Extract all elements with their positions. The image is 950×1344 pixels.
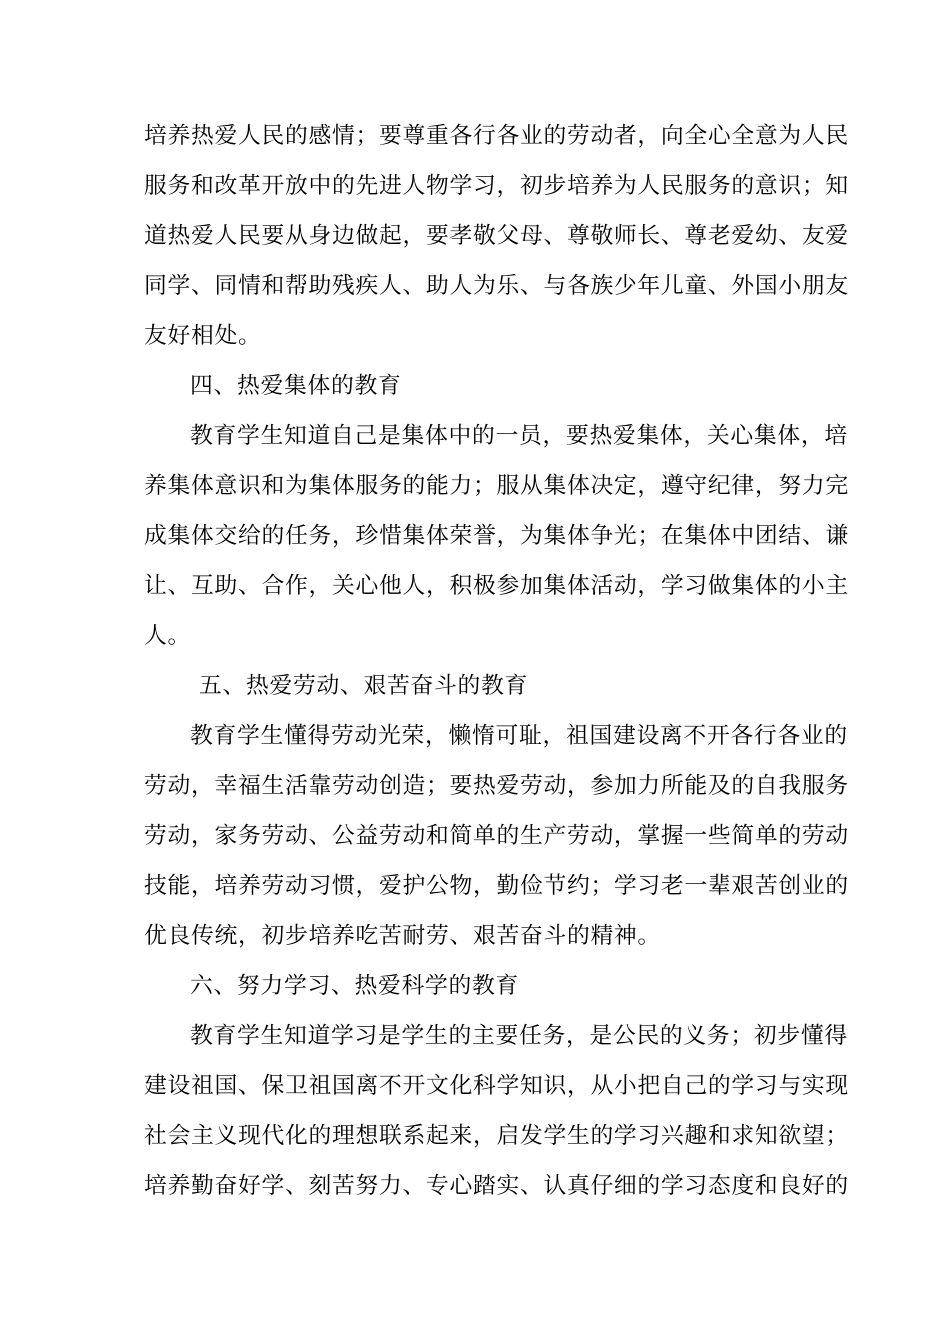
text-line: 教育学生知道自己是集体中的一员，要热爱集体，关心集体，培 (190, 423, 848, 449)
text-line: 技能，培养劳动习惯，爱护公物，勤俭节约；学习老一辈艰苦创业的 (144, 873, 849, 899)
text-line: 社会主义现代化的理想联系起来，启发学生的学习兴趣和求知欲望； (144, 1123, 849, 1149)
text-line: 劳动，家务劳动、公益劳动和简单的生产劳动，掌握一些简单的劳动 (144, 823, 849, 849)
text-line: 教育学生懂得劳动光荣，懒惰可耻，祖国建设离不开各行各业的 (190, 723, 848, 749)
text-line: 道热爱人民要从身边做起，要孝敬父母、尊敬师长、尊老爱幼、友爱 (144, 223, 849, 249)
section-heading: 六、努力学习、热爱科学的教育 (190, 973, 519, 999)
text-line: 教育学生知道学习是学生的主要任务，是公民的义务；初步懂得 (190, 1023, 848, 1049)
text-line: 人。 (144, 623, 191, 649)
text-line: 优良传统，初步培养吃苦耐劳、艰苦奋斗的精神。 (144, 923, 661, 949)
text-line: 成集体交给的任务，珍惜集体荣誉，为集体争光；在集体中团结、谦 (144, 523, 849, 549)
text-line: 建设祖国、保卫祖国离不开文化科学知识，从小把自己的学习与实现 (144, 1073, 849, 1099)
text-line: 让、互助、合作，关心他人，积极参加集体活动，学习做集体的小主 (144, 573, 849, 599)
text-line: 培养热爱人民的感情；要尊重各行各业的劳动者，向全心全意为人民 (144, 123, 849, 149)
text-line: 同学、同情和帮助残疾人、助人为乐、与各族少年儿童、外国小朋友 (144, 273, 849, 299)
text-line: 养集体意识和为集体服务的能力；服从集体决定，遵守纪律，努力完 (144, 473, 849, 499)
text-line: 服务和改革开放中的先进人物学习，初步培养为人民服务的意识；知 (144, 173, 849, 199)
text-line: 培养勤奋好学、刻苦努力、专心踏实、认真仔细的学习态度和良好的 (144, 1173, 849, 1199)
text-line: 劳动，幸福生活靠劳动创造；要热爱劳动，参加力所能及的自我服务 (144, 773, 849, 799)
section-heading: 五、热爱劳动、艰苦奋斗的教育 (199, 673, 528, 699)
section-heading: 四、热爱集体的教育 (190, 373, 402, 399)
text-line: 友好相处。 (144, 323, 262, 349)
